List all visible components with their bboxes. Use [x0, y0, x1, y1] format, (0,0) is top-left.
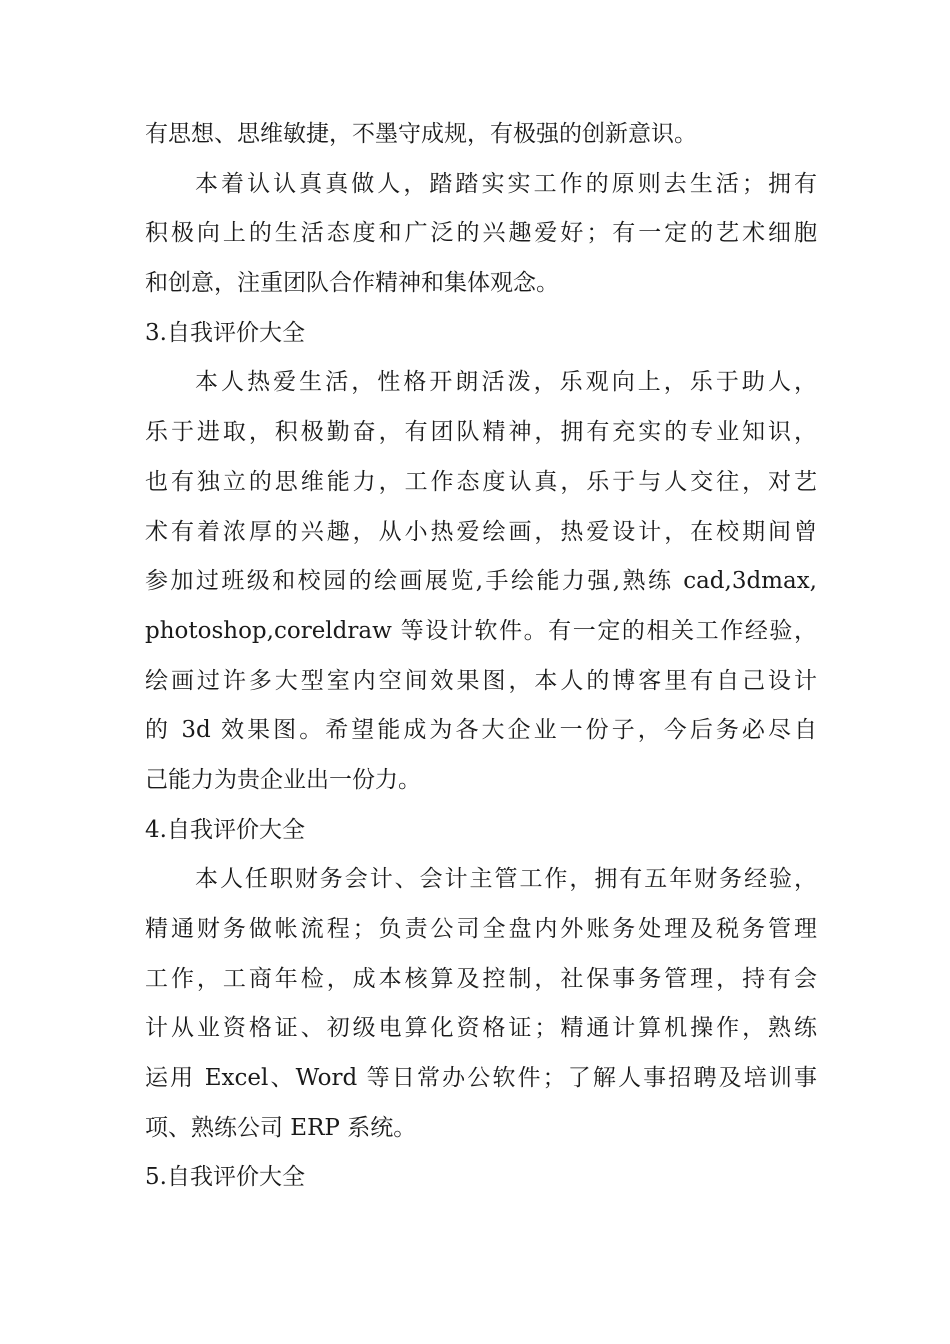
document-body	[145, 110, 817, 1203]
text-line: 术有着浓厚的兴趣，从小热爱绘画，热爱设计，在校期间曾	[145, 518, 817, 545]
text-line: 己能力为贵企业出一份力。	[145, 766, 421, 793]
section-heading: 5.自我评价大全	[145, 1164, 305, 1191]
text-line: 积极向上的生活态度和广泛的兴趣爱好；有一定的艺术细胞	[145, 220, 817, 247]
text-line: 的 3d 效果图。希望能成为各大企业一份子，今后务必尽自	[145, 717, 817, 744]
text-line: 本人热爱生活，性格开朗活泼，乐观向上，乐于助人，	[195, 369, 817, 396]
text-line: 也有独立的思维能力，工作态度认真，乐于与人交往，对艺	[145, 468, 817, 495]
text-line: 参加过班级和校园的绘画展览,手绘能力强,熟练 cad,3dmax,	[145, 568, 817, 595]
text-line: 乐于进取，积极勤奋，有团队精神，拥有充实的专业知识，	[145, 419, 817, 446]
text-line: 工作，工商年检，成本核算及控制，社保事务管理，持有会	[145, 965, 817, 992]
text-line: 计从业资格证、初级电算化资格证；精通计算机操作，熟练	[145, 1015, 817, 1042]
text-line: 和创意，注重团队合作精神和集体观念。	[145, 270, 559, 297]
text-line: 精通财务做帐流程；负责公司全盘内外账务处理及税务管理	[145, 916, 817, 942]
section-heading: 4.自我评价大全	[145, 816, 305, 843]
text-line: 有思想、思维敏捷，不墨守成规，有极强的创新意识。	[145, 121, 697, 147]
text-line: 本着认认真真做人，踏踏实实工作的原则去生活；拥有	[195, 170, 817, 197]
section-heading: 3.自我评价大全	[145, 319, 305, 346]
text-line: 绘画过许多大型室内空间效果图，本人的博客里有自己设计	[145, 667, 817, 694]
text-line: 项、熟练公司 ERP 系统。	[145, 1114, 417, 1141]
text-line: photoshop,coreldraw 等设计软件。有一定的相关工作经验，	[145, 617, 817, 644]
text-line: 本人任职财务会计、会计主管工作，拥有五年财务经验，	[195, 866, 817, 893]
text-line: 运用 Excel、Word 等日常办公软件；了解人事招聘及培训事	[145, 1065, 817, 1092]
